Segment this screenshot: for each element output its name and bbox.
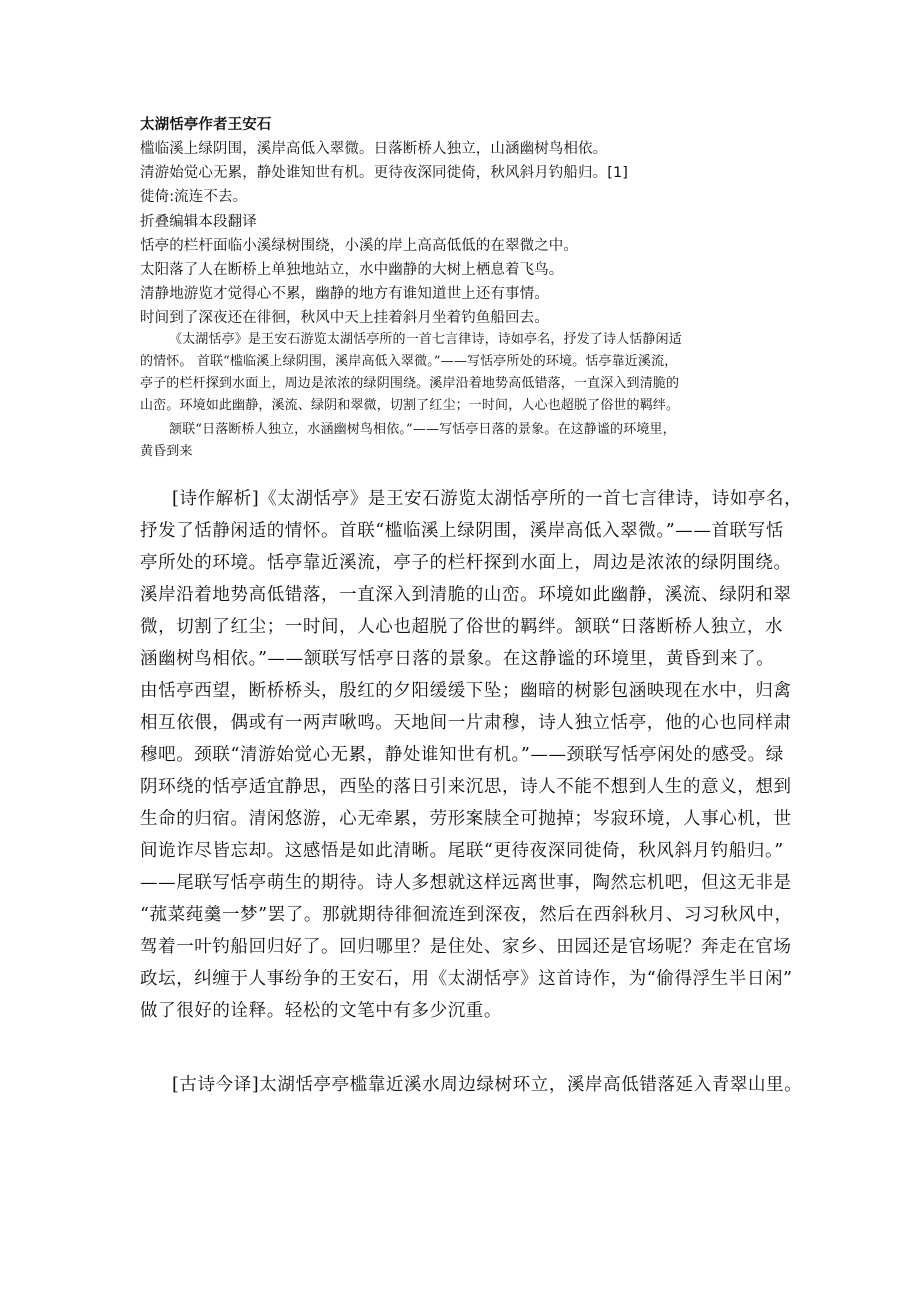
poem-title: 太湖恬亭作者王安石 — [140, 117, 272, 133]
analysis-line-5: 微，切割了红尘；一时间，人心也超脱了俗世的羁绊。颔联“日落断桥人独立，水 — [140, 617, 784, 637]
commentary-line-4: 山峦。环境如此幽静，溪流、绿阴和翠微，切割了红尘；一时间，人心也超脱了俗世的羁绊。 — [140, 398, 680, 413]
analysis-line-16: 政坛，纠缠于人事纷争的王安石，用《太湖恬亭》这首诗作，为“偷得浮生半日闲” — [140, 969, 793, 989]
commentary-line-6: 黄昏到来 — [140, 444, 193, 459]
analysis-line-4: 溪岸沿着地势高低错落，一直深入到清脆的山峦。环境如此幽静，溪流、绿阴和翠 — [140, 585, 792, 605]
analysis-line-8: 相互依偎，偶或有一两声啾鸣。天地间一片肃穆，诗人独立恬亭，他的心也同样肃 — [140, 713, 792, 733]
translation-line-2: 太阳落了人在断桥上单独地站立，水中幽静的大树上栖息着飞鸟。 — [140, 262, 564, 278]
analysis-line-3: 亭所处的环境。恬亭靠近溪流，亭子的栏杆探到水面上，周边是浓浓的绿阴围绕。 — [140, 553, 792, 573]
commentary-line-1: 《太湖恬亭》是王安石游览太湖恬亭所的一首七言律诗，诗如亭名，抒发了诗人恬静闲适 — [169, 332, 682, 347]
analysis-line-17: 做了很好的诠释。轻松的文笔中有多少沉重。 — [140, 1001, 502, 1021]
analysis-line-12: 间诡诈尽皆忘却。这感悟是如此清晰。尾联“更待夜深同徙倚，秋风斜月钓船归。” — [140, 841, 784, 861]
analysis-line-14: “菰菜莼羹一梦”罢了。那就期待徘徊流连到深夜，然后在西斜秋月、习习秋风中， — [140, 905, 793, 925]
annotation-line: 徙倚:流连不去。 — [140, 189, 248, 205]
poem-line-1: 槛临溪上绿阴围，溪岸高低入翠微。日落断桥人独立，山涵幽树鸟相依。 — [140, 141, 608, 157]
translation-line-1: 恬亭的栏杆面临小溪绿树围绕，小溪的岸上高高低低的在翠微之中。 — [140, 238, 578, 254]
analysis-line-1: [诗作解析]《太湖恬亭》是王安石游览太湖恬亭所的一首七言律诗，诗如亭名， — [172, 489, 803, 509]
poem-line-2: 清游始觉心无累，静处谁知世有机。更待夜深同徙倚，秋风斜月钓船归。[1] — [140, 165, 629, 181]
analysis-line-11: 生命的归宿。清闲悠游，心无牵累，劳形案牍全可抛掉；岑寂环境，人事心机，世 — [140, 809, 792, 829]
analysis-line-10: 阴环绕的恬亭适宜静思，西坠的落日引来沉思，诗人不能不想到人生的意义，想到 — [140, 777, 792, 797]
section-heading-translation: 折叠编辑本段翻译 — [140, 214, 257, 230]
analysis-line-15: 驾着一叶钓船回归好了。回归哪里？是住处、家乡、田园还是官场呢？奔走在官场 — [140, 937, 792, 957]
commentary-line-3: 亭子的栏杆探到水面上，周边是浓浓的绿阴围绕。溪岸沿着地势高低错落，一直深入到清脆的 — [140, 376, 680, 391]
commentary-line-5: 颔联“日落断桥人独立，水涵幽树鸟相依。”——写恬亭日落的景象。在这静谧的环境里， — [169, 422, 676, 437]
analysis-line-13: ——尾联写恬亭萌生的期待。诗人多想就这样远离世事，陶然忘机吧，但这无非是 — [140, 873, 792, 893]
analysis-line-9: 穆吧。颈联“清游始觉心无累，静处谁知世有机。”——颈联写恬亭闲处的感受。绿 — [140, 745, 784, 765]
commentary-line-2: 的情怀。 首联“槛临溪上绿阴围，溪岸高低入翠微。”——写恬亭所处的环境。恬亭靠近溪流， — [140, 354, 678, 369]
analysis-line-2: 抒发了恬静闲适的情怀。首联“槛临溪上绿阴围，溪岸高低入翠微。”——首联写恬 — [140, 521, 784, 541]
analysis-line-6: 涵幽树鸟相依。”——颔联写恬亭日落的景象。在这静谧的环境里，黄昏到来了。 — [140, 649, 775, 669]
translation-line-3: 清静地游览才觉得心不累，幽静的地方有谁知道世上还有事情。 — [140, 286, 549, 302]
modern-translation-line: [古诗今译]太湖恬亭亭槛靠近溪水周边绿树环立，溪岸高低错落延入青翠山里。 — [172, 1075, 803, 1095]
translation-line-4: 时间到了深夜还在徘徊，秋风中天上挂着斜月坐着钓鱼船回去。 — [140, 310, 549, 326]
analysis-line-7: 由恬亭西望，断桥桥头，殷红的夕阳缓缓下坠；幽暗的树影包涵映现在水中，归禽 — [140, 681, 792, 701]
